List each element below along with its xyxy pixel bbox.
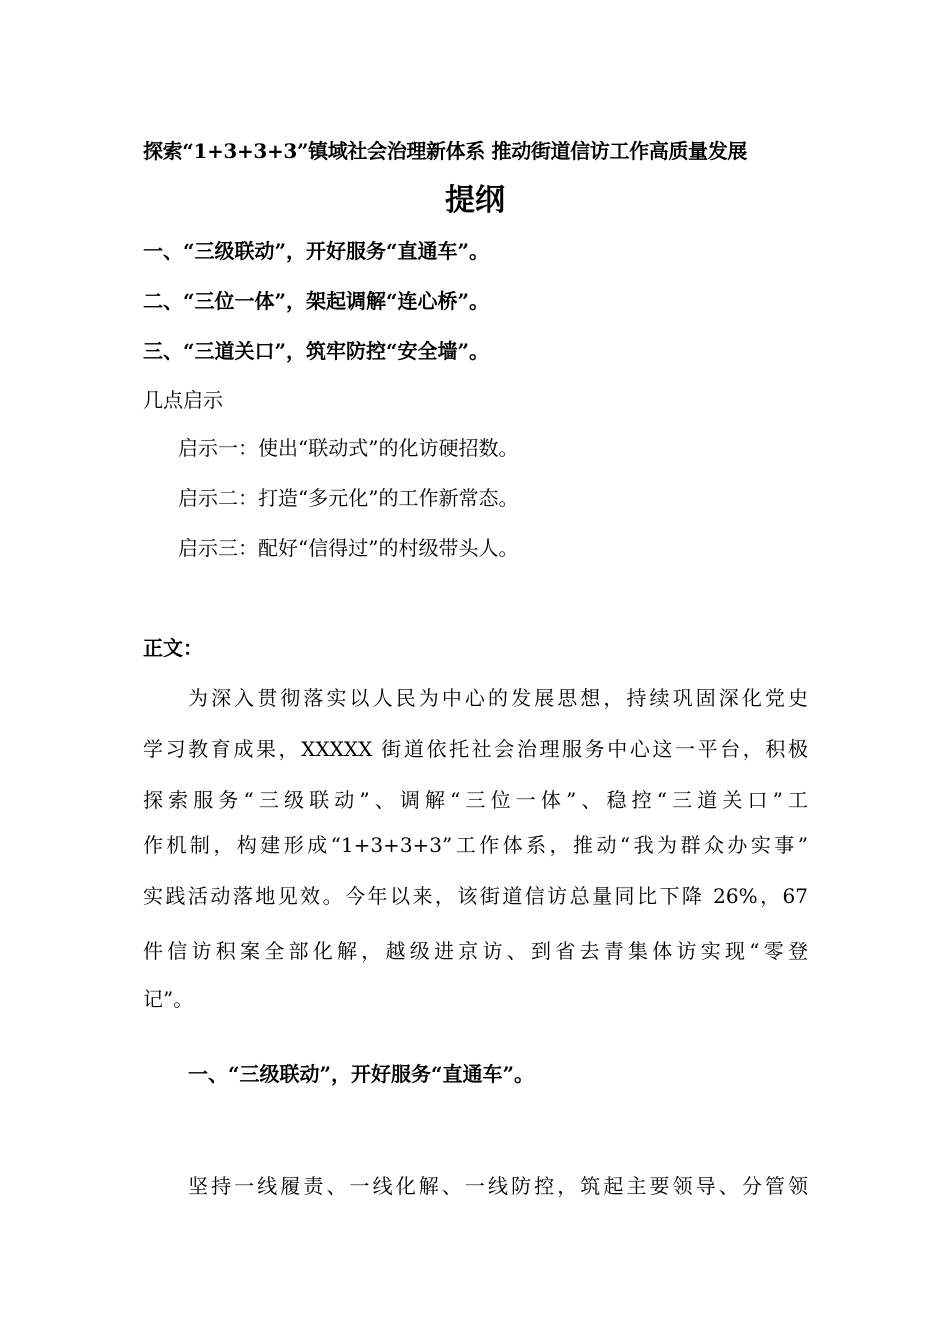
section-heading: 一、“三级联动”，开好服务“直通车”。 — [188, 1062, 535, 1086]
insight-item: 启示三：配好“信得过”的村级带头人。 — [178, 536, 519, 560]
body-paragraph-line: 件信访积案全部化解，越级进京访、到省去青集体访实现“零登 — [143, 939, 808, 963]
outline-list — [143, 235, 808, 385]
insights-list — [178, 432, 518, 582]
insight-item: 启示二：打造“多元化”的工作新常态。 — [178, 486, 519, 510]
body-paragraph-line: 作机制，构建形成“1+3+3+3”工作体系，推动“我为群众办实事” — [143, 833, 808, 857]
body-paragraph-line: 学习教育成果，XXXXX 街道依托社会治理服务中心这一平台，积极 — [143, 737, 808, 761]
outline-item: 三、“三道关口”，筑牢防控“安全墙”。 — [143, 339, 490, 363]
outline-item: 一、“三级联动”，开好服务“直通车”。 — [143, 239, 490, 263]
insights-heading: 几点启示 — [143, 388, 223, 412]
section-paragraph-line: 坚持一线履责、一线化解、一线防控，筑起主要领导、分管领 — [188, 1174, 808, 1198]
body-heading: 正文： — [143, 636, 203, 660]
document-subtitle: 提纲 — [445, 183, 505, 218]
body-paragraph-line: 探索服务“三级联动”、调解“三位一体”、稳控“三道关口”工 — [143, 788, 808, 812]
body-paragraph-line: 实践活动落地见效。今年以来，该街道信访总量同比下降 26%，67 — [143, 884, 808, 908]
insight-item: 启示一：使出“联动式”的化访硬招数。 — [178, 436, 519, 460]
document-title: 探索“1+3+3+3”镇域社会治理新体系 推动街道信访工作高质量发展 — [143, 139, 748, 163]
body-paragraph-line: 为深入贯彻落实以人民为中心的发展思想，持续巩固深化党史 — [188, 686, 808, 710]
body-paragraph-line: 记”。 — [143, 987, 194, 1011]
outline-item: 二、“三位一体”，架起调解“连心桥”。 — [143, 289, 490, 313]
